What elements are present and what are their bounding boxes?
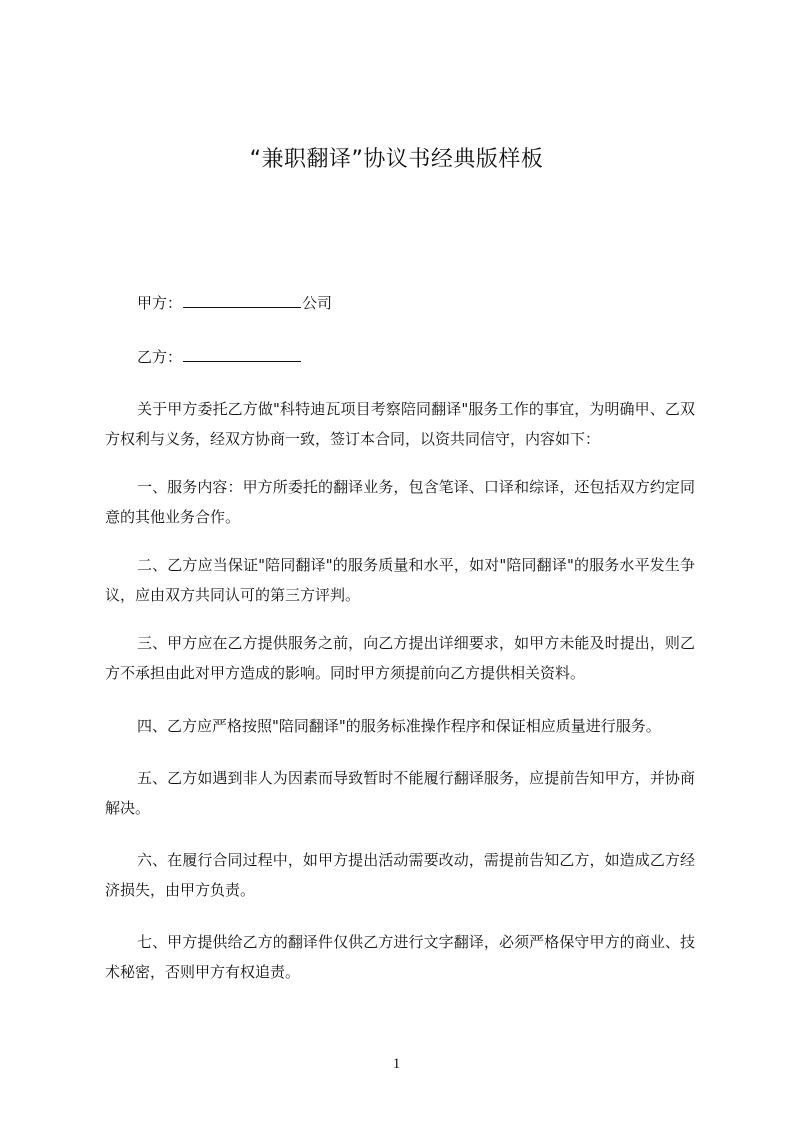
clause-6: 六、在履行合同过程中，如甲方提出活动需要改动，需提前告知乙方，如造成乙方经济损失，由甲方负责。 — [105, 851, 695, 899]
clause-2: 二、乙方应当保证"陪同翻译"的服务质量和水平，如对"陪同翻译"的服务水平发生争议，应由双方共同认可的第三方评判。 — [105, 556, 695, 604]
party-a-suffix: 公司 — [302, 294, 333, 312]
clause-4: 四、乙方应严格按照"陪同翻译"的服务标准操作程序和保证相应质量进行服务。 — [137, 717, 661, 735]
party-b-blank — [183, 345, 301, 362]
party-a-line — [137, 291, 332, 313]
clause-3: 三、甲方应在乙方提供服务之前，向乙方提出详细要求，如甲方未能及时提出，则乙方不承担由此对甲方造成的影响。同时甲方须提前向乙方提供相关资料。 — [105, 634, 695, 682]
party-a-label: 甲方： — [137, 294, 183, 312]
clause-7: 七、甲方提供给乙方的翻译件仅供乙方进行文字翻译，必须严格保守甲方的商业、技术秘密，否则甲方有权追责。 — [105, 933, 695, 981]
clause-5: 五、乙方如遇到非人为因素而导致暂时不能履行翻译服务，应提前告知甲方，并协商解决。 — [105, 769, 695, 817]
intro-paragraph: 关于甲方委托乙方做"科特迪瓦项目考察陪同翻译"服务工作的事宜，为明确甲、乙双方权利与义务，经双方协商一致，签订本合同，以资共同信守，内容如下： — [105, 400, 695, 448]
page-number: 1 — [392, 1056, 401, 1072]
document-title: “兼职翻译”协议书经典版样板 — [249, 147, 544, 172]
party-b-label: 乙方： — [137, 348, 183, 366]
clause-1: 一、服务内容：甲方所委托的翻译业务，包含笔译、口译和综译，还包括双方约定同意的其他业务合作。 — [105, 478, 695, 526]
party-a-blank — [183, 291, 301, 308]
party-b-line — [137, 345, 302, 367]
